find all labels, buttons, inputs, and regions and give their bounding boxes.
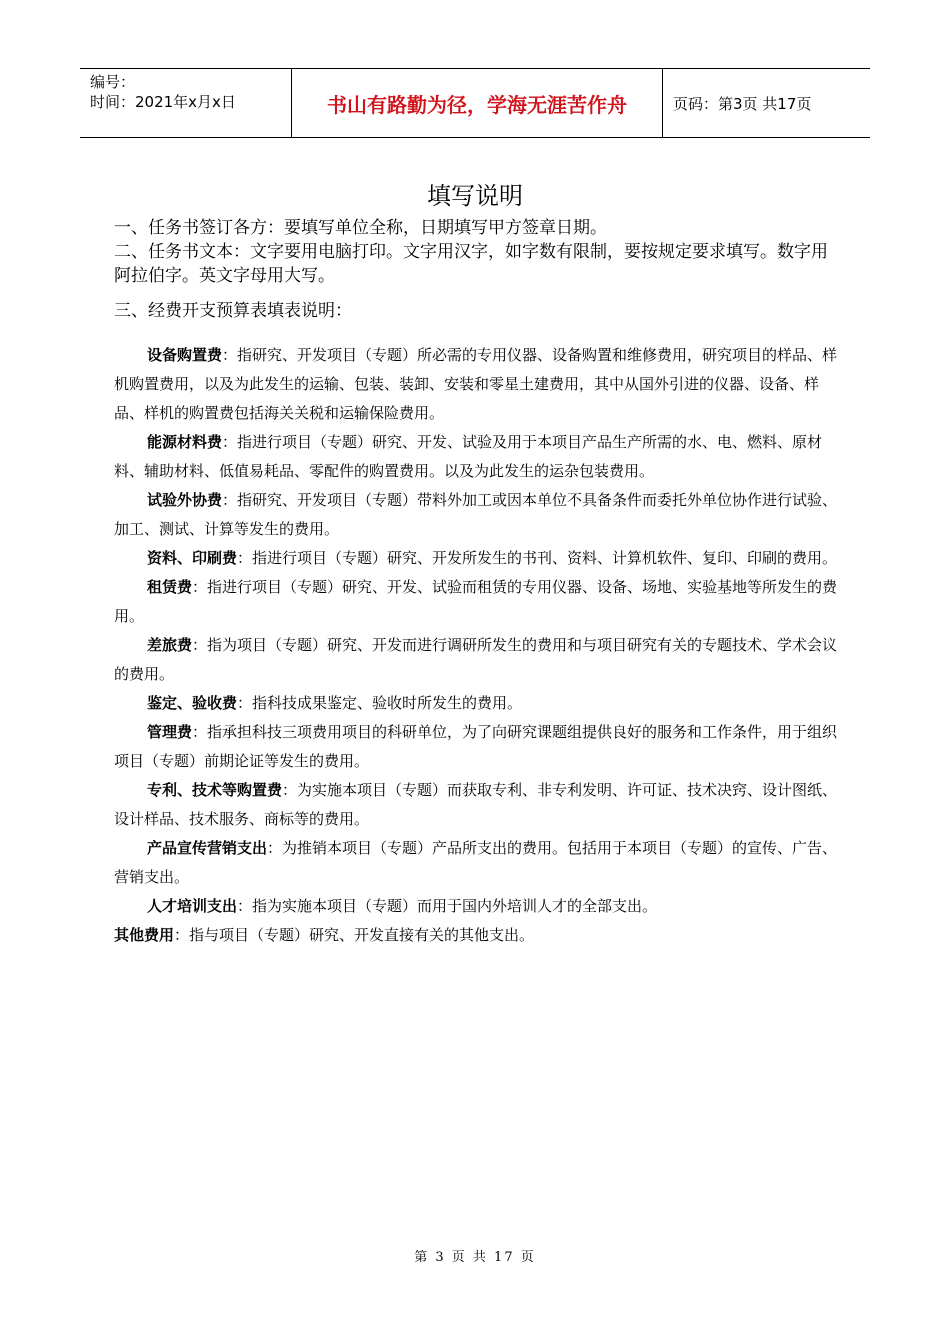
definition-term: 鉴定、验收费: [147, 694, 238, 712]
header-page-info: 页码：第3页 共17页: [673, 94, 812, 113]
definition-text: ：指研究、开发项目（专题）所必需的专用仪器、设备购置和维修费用，研究项目的样品、样机购置费用，以及为此发生的运输、包装、装卸、安装和零星土建费用，其中从国外引进的仪器、设备、样品、样机的购置费包括海关关税和运输保险费用。: [114, 346, 838, 422]
definition-item: [114, 776, 844, 834]
page-footer: 第 3 页 共 17 页: [414, 1250, 536, 1265]
definition-item: [114, 428, 844, 486]
header-meta: [80, 69, 292, 137]
definition-text: ：为实施本项目（专题）而获取专利、非专利发明、许可证、技术决窍、设计图纸、设计样品、技术服务、商标等的费用。: [114, 781, 838, 828]
intro-item-3: 三、经费开支预算表填表说明：: [114, 301, 352, 321]
definition-item: [114, 573, 844, 631]
definition-text: ：指为实施本项目（专题）而用于国内外培训人才的全部支出。: [237, 897, 658, 915]
definition-item: [114, 486, 844, 544]
definition-text: ：指科技成果鉴定、验收时所发生的费用。: [237, 694, 523, 712]
definition-text: ：为推销本项目（专题）产品所支出的费用。包括用于本项目（专题）的宣传、广告、营销支出。: [114, 839, 838, 886]
definition-term: 试验外协费: [147, 491, 223, 509]
page-title: 填写说明: [427, 182, 523, 210]
intro-section: [114, 216, 844, 323]
definition-item: [114, 834, 844, 892]
definition-term: 差旅费: [147, 636, 193, 654]
page-header: [80, 68, 870, 138]
definition-term: 设备购置费: [147, 346, 223, 364]
document-number-label: 编号：: [90, 73, 136, 91]
definition-text: ：指与项目（专题）研究、开发直接有关的其他支出。: [174, 926, 535, 944]
definition-item: [114, 892, 844, 921]
definition-item: [114, 544, 844, 573]
definition-item: [114, 341, 844, 428]
definition-term: 能源材料费: [147, 433, 223, 451]
definition-text: ：指进行项目（专题）研究、开发、试验及用于本项目产品生产所需的水、电、燃料、原材料、辅助材料、低值易耗品、零配件的购置费用。以及为此发生的运杂包装费用。: [114, 433, 823, 480]
header-motto: 书山有路勤为径，学海无涯苦作舟: [292, 69, 663, 137]
definition-item: [114, 718, 844, 776]
intro-item-1: 一、任务书签订各方：要填写单位全称，日期填写甲方签章日期。: [114, 218, 607, 238]
definition-term: 管理费: [147, 723, 193, 741]
document-date: 时间：2021年x月x日: [90, 93, 236, 111]
expense-definitions: [114, 341, 844, 950]
definition-item: [114, 689, 844, 718]
definition-term: 专利、技术等购置费: [147, 781, 283, 799]
definition-term: 产品宣传营销支出: [147, 839, 268, 857]
definition-term: 资料、印刷费: [147, 549, 238, 567]
definition-term: 租赁费: [147, 578, 193, 596]
definition-text: ：指承担科技三项费用项目的科研单位，为了向研究课题组提供良好的服务和工作条件，用于组织项目（专题）前期论证等发生的费用。: [114, 723, 838, 770]
definition-text: ：指进行项目（专题）研究、开发所发生的书刊、资料、计算机软件、复印、印刷的费用。: [237, 549, 838, 567]
definition-item: [114, 631, 844, 689]
definition-term: 人才培训支出: [147, 897, 238, 915]
definition-text: ：指进行项目（专题）研究、开发、试验而租赁的专用仪器、设备、场地、实验基地等所发生的费用。: [114, 578, 838, 625]
definition-item: [114, 921, 844, 950]
definition-text: ：指研究、开发项目（专题）带料外加工或因本单位不具备条件而委托外单位协作进行试验、加工、测试、计算等发生的费用。: [114, 491, 838, 538]
intro-item-2: 二、任务书文本：文字要用电脑打印。文字用汉字，如字数有限制，要按规定要求填写。数字用阿拉伯字。英文字母用大写。: [114, 242, 828, 286]
definition-term: 其他费用: [114, 926, 175, 944]
definition-text: ：指为项目（专题）研究、开发而进行调研所发生的费用和与项目研究有关的专题技术、学术会议的费用。: [114, 636, 838, 683]
